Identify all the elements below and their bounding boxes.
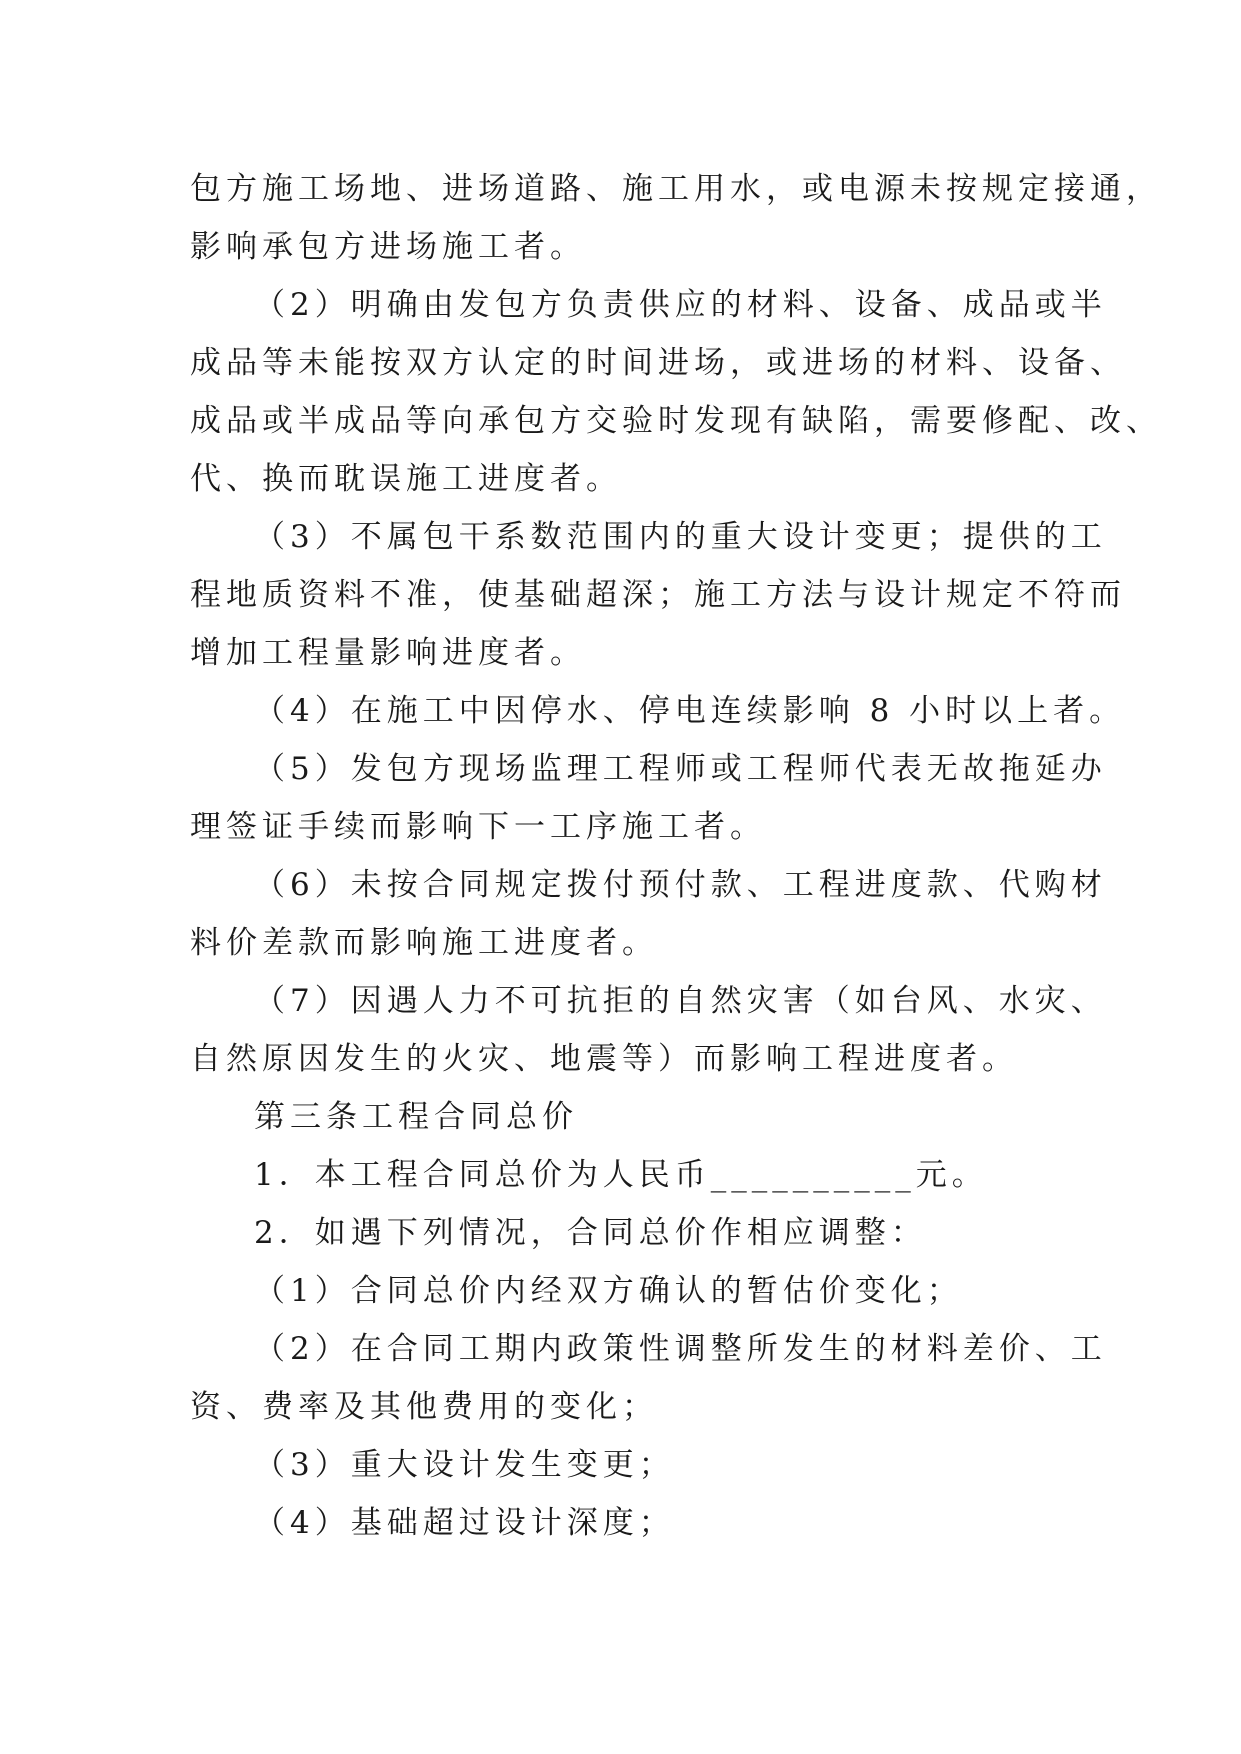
text-line: 影响承包方进场施工者。 xyxy=(190,229,586,265)
text-line: 2．如遇下列情况，合同总价作相应调整： xyxy=(254,1215,927,1251)
document-body xyxy=(190,160,1162,1552)
text-line: （6）未按合同规定拨付预付款、工程进度款、代购材 xyxy=(254,867,1107,903)
text-line: 1．本工程合同总价为人民币__________元。 xyxy=(254,1157,988,1193)
text-line: 资、费率及其他费用的变化； xyxy=(190,1389,658,1425)
text-line: （3）重大设计发生变更； xyxy=(254,1447,675,1483)
text-line: （2）在合同工期内政策性调整所发生的材料差价、工 xyxy=(254,1331,1107,1367)
text-line: （1）合同总价内经双方确认的暂估价变化； xyxy=(254,1273,963,1309)
text-line: 包方施工场地、进场道路、施工用水，或电源未按规定接通， xyxy=(190,171,1162,207)
text-line: 料价差款而影响施工进度者。 xyxy=(190,925,658,961)
text-line: （7）因遇人力不可抗拒的自然灾害（如台风、水灾、 xyxy=(254,983,1107,1019)
text-line: 自然原因发生的火灾、地震等）而影响工程进度者。 xyxy=(190,1041,1018,1077)
text-line: 成品或半成品等向承包方交验时发现有缺陷，需要修配、改、 xyxy=(190,403,1162,439)
text-line: 理签证手续而影响下一工序施工者。 xyxy=(190,809,766,845)
text-line: （4）在施工中因停水、停电连续影响 8 小时以上者。 xyxy=(254,693,1126,729)
text-line: 成品等未能按双方认定的时间进场，或进场的材料、设备、 xyxy=(190,345,1126,381)
text-line: 增加工程量影响进度者。 xyxy=(190,635,586,671)
text-line: 代、换而耽误施工进度者。 xyxy=(190,461,622,497)
text-line: 程地质资料不准，使基础超深；施工方法与设计规定不符而 xyxy=(190,577,1126,613)
text-line: （2）明确由发包方负责供应的材料、设备、成品或半 xyxy=(254,287,1107,323)
text-line: （4）基础超过设计深度； xyxy=(254,1505,675,1541)
text-line: （5）发包方现场监理工程师或工程师代表无故拖延办 xyxy=(254,751,1107,787)
section-heading: 第三条工程合同总价 xyxy=(254,1099,578,1135)
text-line: （3）不属包干系数范围内的重大设计变更；提供的工 xyxy=(254,519,1107,555)
